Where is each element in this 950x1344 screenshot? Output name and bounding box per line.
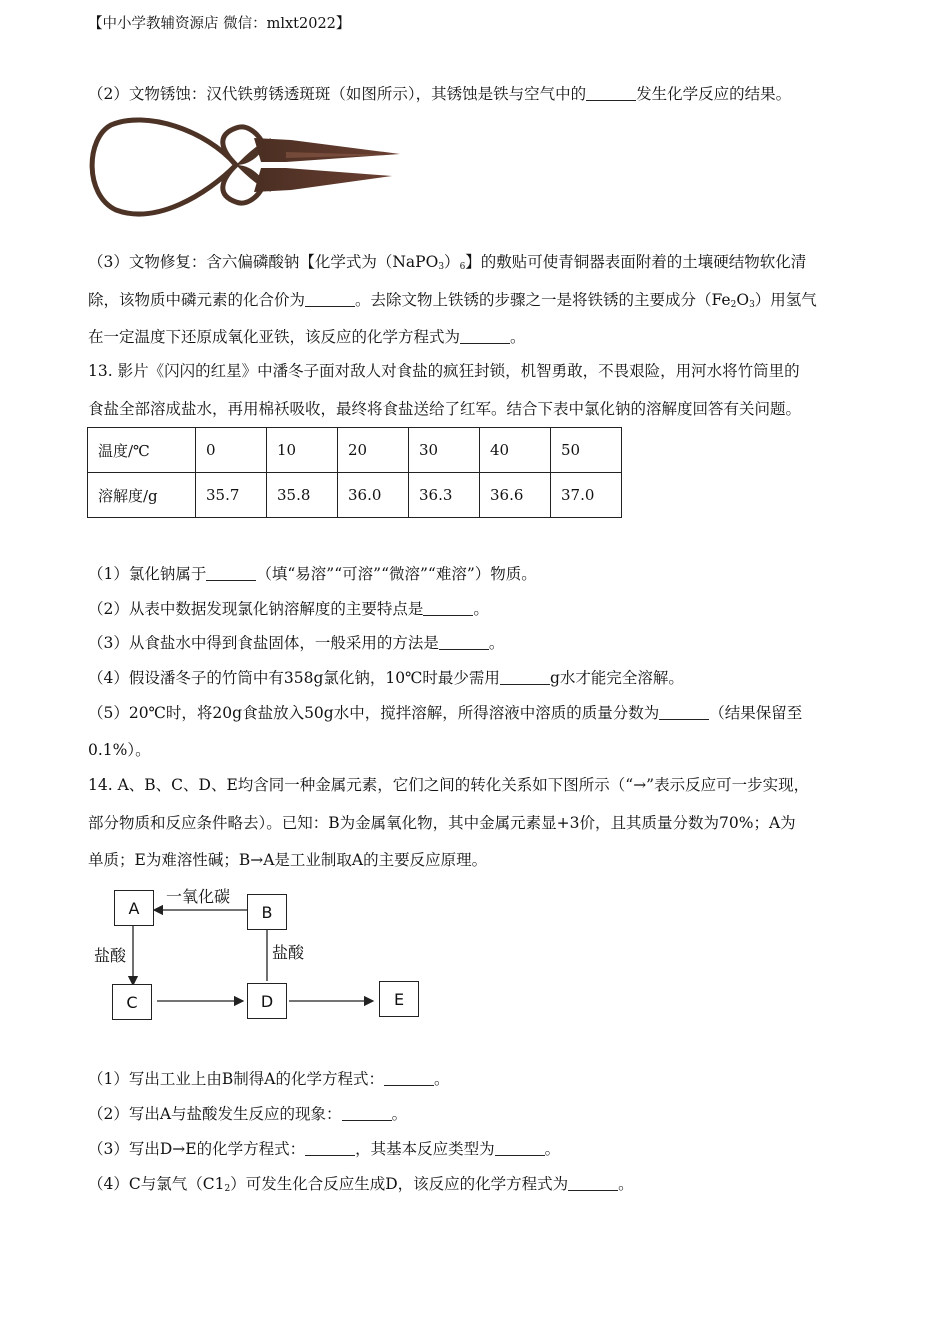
answer-blank [384,1071,434,1086]
q14-part1 [88,1067,449,1089]
table-header-cell: 温度/℃ [88,428,196,473]
page-header: 【中小学教辅资源店 微信：mlxt2022】 [88,16,351,32]
table-cell: 20 [338,428,409,473]
text: 。 [473,600,489,618]
text: （3）写出D→E的化学方程式： [88,1140,306,1158]
table-cell: 0 [196,428,267,473]
table-cell: 35.8 [267,473,338,518]
text: （填“易溶”“可溶”“微溶”“难溶”）物质。 [256,565,537,583]
answer-blank [206,566,256,581]
answer-blank [305,292,355,307]
text: 在一定温度下还原成氧化亚铁，该反应的化学方程式为 [88,328,461,346]
text: 除，该物质中磷元素的化合价为 [88,291,306,309]
text: ，其基本反应类型为 [355,1140,495,1158]
text: g水才能完全溶解。 [549,669,684,687]
text: 。 [510,328,526,346]
table-cell: 36.3 [409,473,480,518]
subscript: 3 [438,262,445,272]
table-cell: 40 [480,428,551,473]
label-carbon-monoxide: 一氧化碳 [166,887,231,906]
text: （结果保留至 [709,704,803,722]
text: 。 [433,1070,450,1088]
q12-part2 [88,82,791,104]
text: （5）20℃时，将20g食盐放入50g水中，搅拌溶解，所得溶液中溶质的质量分数为 [88,704,660,722]
iron-scissors-image [86,110,406,225]
q14-intro-line2: 部分物质和反应条件略去）。已知：B为金属氧化物，其中金属元素显+3价，且其质量分数为70%；A为 [88,814,796,832]
text: ）用氢气 [754,291,817,309]
table-cell: 37.0 [551,473,622,518]
text: 。 [618,1175,634,1193]
q14-part4 [88,1172,634,1194]
q14-part3 [88,1137,560,1159]
node-E: E [379,981,419,1017]
text: 。 [544,1140,561,1158]
solubility-table [87,427,622,518]
table-cell: 36.0 [338,473,409,518]
table-cell: 30 [409,428,480,473]
table-cell: 35.7 [196,473,267,518]
subscript: 2 [730,300,737,310]
q12-part3-line2 [88,288,817,310]
text: （4）C与氯气（C1 [88,1175,225,1193]
node-B: B [247,894,287,930]
text: （1）氯化钠属于 [88,565,207,583]
q12-part3-line3 [88,325,526,347]
q12-part2-text-end: 发生化学反应的结果。 [636,85,792,103]
table-row [88,428,622,473]
table-header-cell: 溶解度/g [88,473,196,518]
text: （2）从表中数据发现氯化钠溶解度的主要特点是 [88,600,424,618]
answer-blank [460,329,510,344]
answer-blank [568,1176,618,1191]
text: （3）从食盐水中得到食盐固体，一般采用的方法是 [88,634,439,652]
q13-part5-cont: 0.1%）。 [88,741,151,759]
node-A: A [114,890,154,926]
subscript: 3 [749,300,755,310]
answer-blank [423,601,473,616]
label-hydrochloric-acid-right: 盐酸 [272,943,305,962]
text: 。 [488,634,505,652]
text: 。 [391,1105,408,1123]
text: O [736,291,750,309]
q13-part2 [88,597,489,619]
text: ） [444,253,460,271]
answer-blank [586,86,636,101]
q13-intro-line1: 13. 影片《闪闪的红星》中潘冬子面对敌人对食盐的疯狂封锁，机智勇敢，不畏艰险，用河水将竹筒里的 [88,362,800,380]
answer-blank [495,1141,545,1156]
q14-part2 [88,1102,407,1124]
q13-intro-line2: 食盐全部溶成盐水，再用棉袄吸收，最终将食盐送给了红军。结合下表中氯化钠的溶解度回答有关问题。 [88,400,802,418]
q13-part1 [88,562,537,584]
text: 】的敷贴可使青铜器表面附着的土壤硬结物软化清 [465,253,807,271]
transformation-diagram [88,880,428,1030]
q13-part5 [88,701,802,723]
q14-intro-line1: 14. A、B、C、D、E均含同一种金属元素，它们之间的转化关系如下图所示（“→”表示反应可一步实现， [88,776,810,794]
q12-part3-line1 [88,250,806,272]
answer-blank [342,1106,392,1121]
answer-blank [305,1141,355,1156]
q14-intro-line3: 单质；E为难溶性碱；B→A是工业制取A的主要反应原理。 [88,851,488,869]
table-cell: 36.6 [480,473,551,518]
q13-part4 [88,666,684,688]
text: （4）假设潘冬子的竹筒中有358g氯化钠，10℃时最少需用 [88,669,500,687]
node-C: C [112,984,152,1020]
answer-blank [659,705,709,720]
text: （2）写出A与盐酸发生反应的现象： [88,1105,342,1123]
q12-part2-text: （2）文物锈蚀：汉代铁剪锈透斑斑（如图所示），其锈蚀是铁与空气中的 [88,85,587,103]
answer-blank [500,670,550,685]
text: （3）文物修复：含六偏磷酸钠【化学式为（NaPO [88,253,439,271]
text: （1）写出工业上由B制得A的化学方程式： [88,1070,384,1088]
node-D: D [247,983,287,1019]
text: ）可发生化合反应生成D，该反应的化学方程式为 [230,1175,569,1193]
q13-part3 [88,631,504,653]
table-cell: 10 [267,428,338,473]
answer-blank [439,635,489,650]
table-row [88,473,622,518]
subscript: 6 [459,262,466,272]
text: 。去除文物上铁锈的步骤之一是将铁锈的主要成分（Fe [355,291,731,309]
subscript: 2 [224,1184,231,1194]
label-hydrochloric-acid-left: 盐酸 [94,946,127,965]
table-cell: 50 [551,428,622,473]
